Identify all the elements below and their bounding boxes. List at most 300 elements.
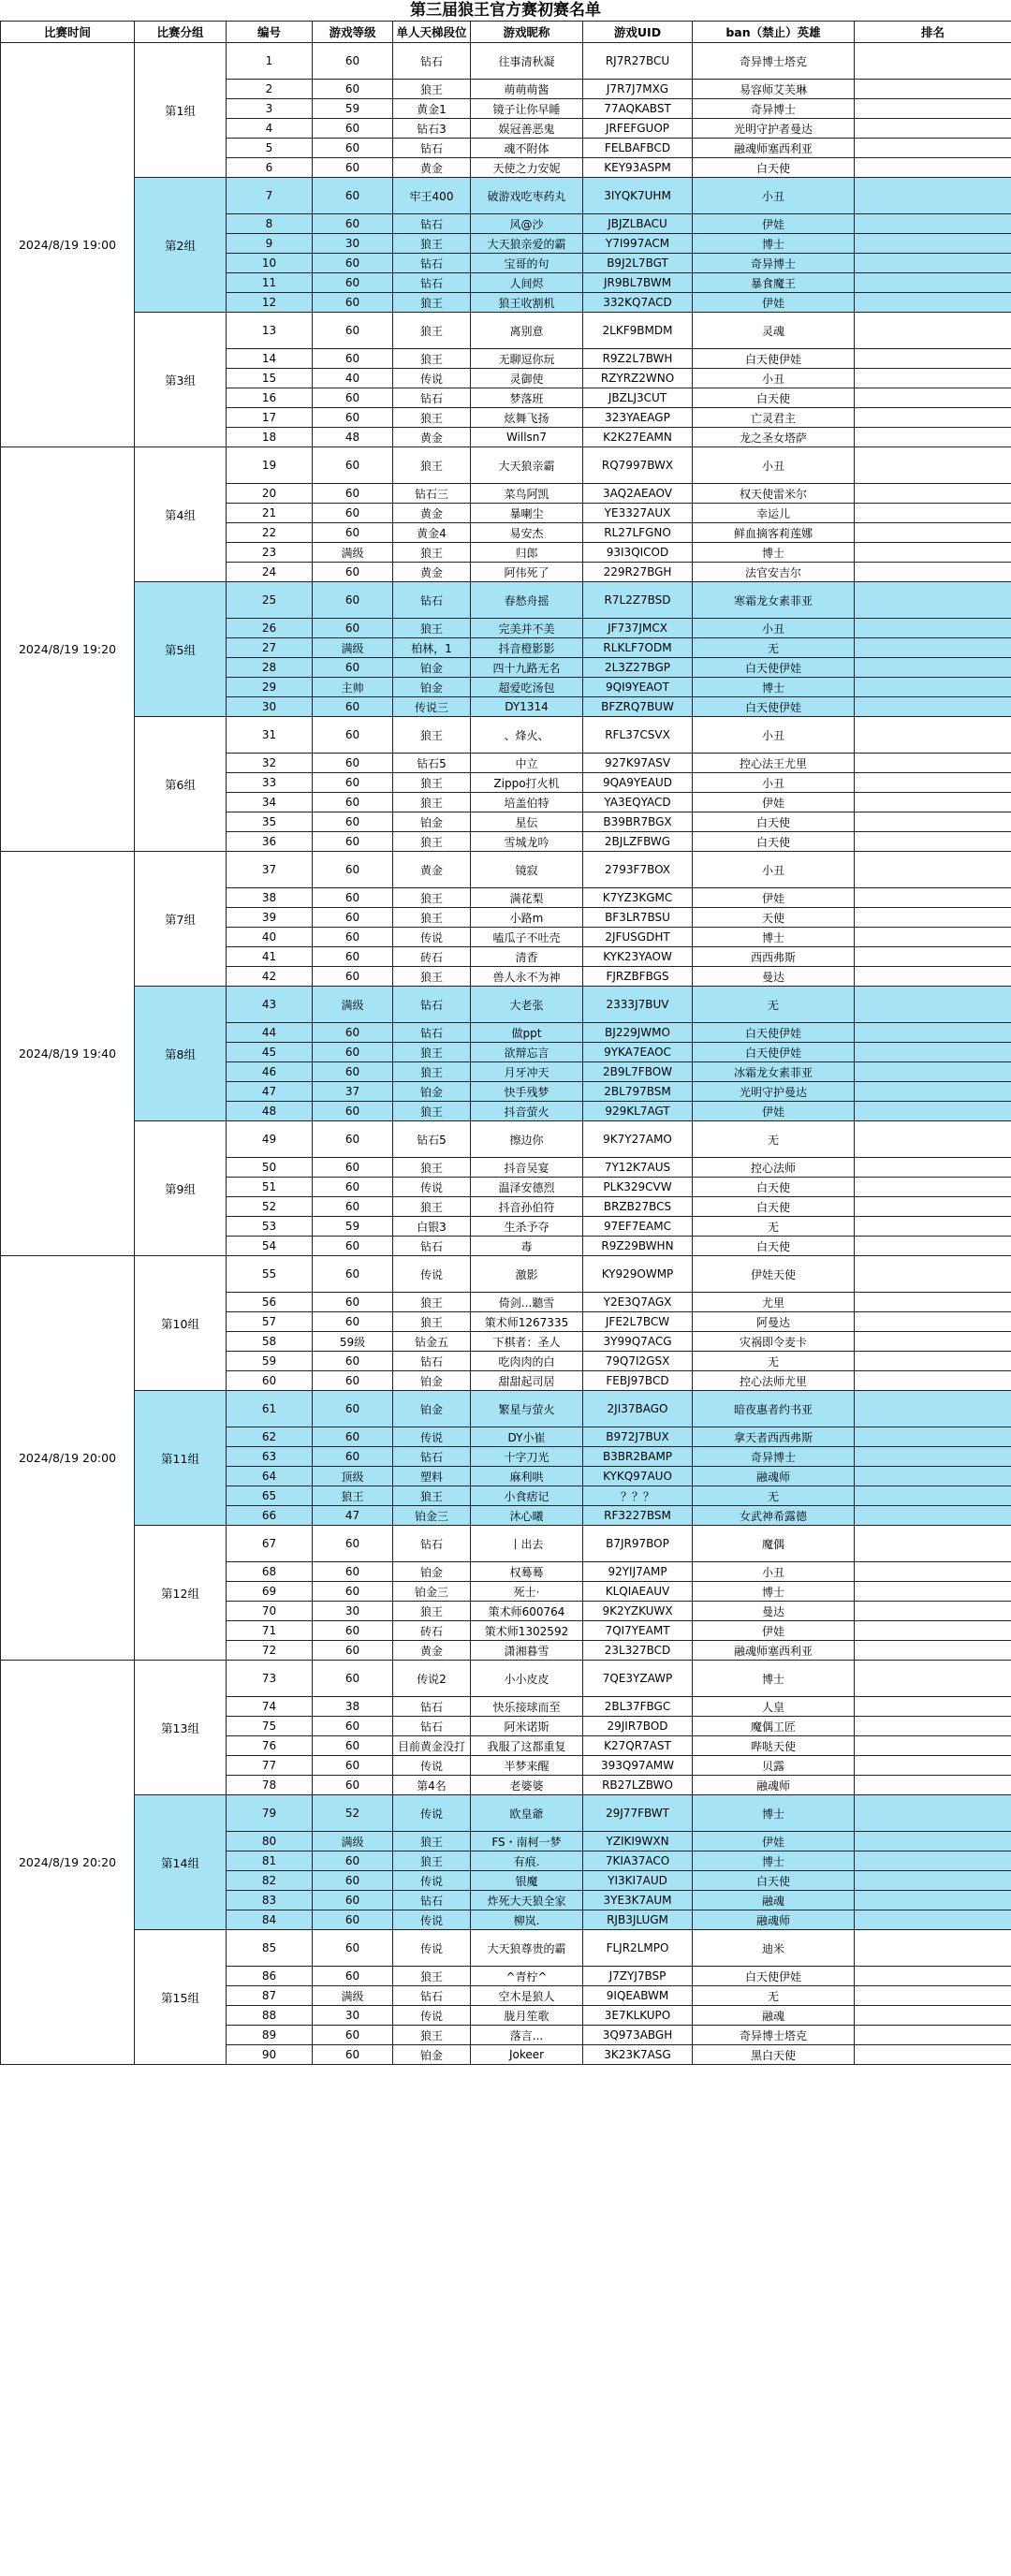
game-uid: 229R27BGH xyxy=(583,563,693,582)
banned-hero: 无 xyxy=(693,1217,855,1237)
game-uid: 9YKA7EAOC xyxy=(583,1043,693,1062)
ladder-tier: 狼王 xyxy=(393,2026,471,2045)
game-level: 60 xyxy=(313,1312,393,1332)
game-uid: BF3LR7BSU xyxy=(583,908,693,928)
ranking xyxy=(855,1312,1011,1332)
ranking xyxy=(855,1891,1011,1910)
ladder-tier: 铂金 xyxy=(393,678,471,697)
game-level: 60 xyxy=(313,1391,393,1427)
game-level: 60 xyxy=(313,254,393,273)
ladder-tier: 狼王 xyxy=(393,619,471,638)
game-level: 30 xyxy=(313,234,393,254)
game-uid: KEY93ASPM xyxy=(583,158,693,178)
nickname: DY1314 xyxy=(471,697,583,717)
ladder-tier: 钻石 xyxy=(393,254,471,273)
match-group: 第4组 xyxy=(135,447,227,582)
game-uid: 9QA9YEAUD xyxy=(583,773,693,793)
ladder-tier: 钻石 xyxy=(393,1697,471,1717)
ladder-tier: 狼王 xyxy=(393,1602,471,1621)
player-number: 37 xyxy=(227,852,313,888)
nickname: 我服了这都重复 xyxy=(471,1736,583,1756)
ladder-tier: 铂金三 xyxy=(393,1506,471,1526)
player-number: 80 xyxy=(227,1832,313,1852)
ladder-tier: 狼王 xyxy=(393,773,471,793)
game-level: 60 xyxy=(313,484,393,504)
game-level: 60 xyxy=(313,408,393,428)
ladder-tier: 狼王 xyxy=(393,888,471,908)
banned-hero: 融魂 xyxy=(693,2006,855,2026)
game-level: 59级 xyxy=(313,1332,393,1352)
ladder-tier: 钻石 xyxy=(393,1717,471,1736)
ranking xyxy=(855,1661,1011,1697)
ladder-tier: 柏林，1 xyxy=(393,638,471,658)
player-number: 29 xyxy=(227,678,313,697)
nickname: 麻利哄 xyxy=(471,1467,583,1486)
player-number: 6 xyxy=(227,158,313,178)
player-number: 4 xyxy=(227,119,313,139)
game-uid: RFL37CSVX xyxy=(583,717,693,754)
game-level: 60 xyxy=(313,1891,393,1910)
player-number: 22 xyxy=(227,523,313,543)
game-uid: BRZB27BCS xyxy=(583,1197,693,1217)
banned-hero: 法官安吉尔 xyxy=(693,563,855,582)
ladder-tier: 铂金 xyxy=(393,812,471,832)
ranking xyxy=(855,793,1011,812)
nickname: 小路m xyxy=(471,908,583,928)
player-number: 34 xyxy=(227,793,313,812)
game-level: 60 xyxy=(313,119,393,139)
banned-hero: 冰霜龙女素菲亚 xyxy=(693,1062,855,1082)
banned-hero: 迪米 xyxy=(693,1930,855,1967)
player-number: 52 xyxy=(227,1197,313,1217)
banned-hero: 亡灵君主 xyxy=(693,408,855,428)
ladder-tier: 狼王 xyxy=(393,408,471,428)
match-group: 第7组 xyxy=(135,852,227,987)
ranking xyxy=(855,852,1011,888)
game-level: 38 xyxy=(313,1697,393,1717)
banned-hero: 博士 xyxy=(693,678,855,697)
nickname: 抖音吴宴 xyxy=(471,1158,583,1178)
ranking xyxy=(855,80,1011,99)
game-level: 60 xyxy=(313,812,393,832)
banned-hero: 奇异博士塔克 xyxy=(693,2026,855,2045)
game-uid: 929KL7AGT xyxy=(583,1102,693,1121)
ranking xyxy=(855,254,1011,273)
player-number: 26 xyxy=(227,619,313,638)
ranking xyxy=(855,1967,1011,1986)
ranking xyxy=(855,1736,1011,1756)
banned-hero: 小丑 xyxy=(693,369,855,388)
ranking xyxy=(855,908,1011,928)
player-number: 7 xyxy=(227,178,313,214)
ladder-tier: 钻石3 xyxy=(393,119,471,139)
banned-hero: 人皇 xyxy=(693,1697,855,1717)
game-uid: 3AQ2AEAOV xyxy=(583,484,693,504)
ranking xyxy=(855,1102,1011,1121)
player-number: 71 xyxy=(227,1621,313,1641)
player-number: 24 xyxy=(227,563,313,582)
table-row xyxy=(1,313,1011,349)
banned-hero: 白天使伊娃 xyxy=(693,349,855,369)
ladder-tier: 传说 xyxy=(393,1871,471,1891)
ladder-tier: 牢王400 xyxy=(393,178,471,214)
match-group: 第1组 xyxy=(135,43,227,178)
player-number: 54 xyxy=(227,1237,313,1256)
banned-hero: 小丑 xyxy=(693,717,855,754)
player-number: 46 xyxy=(227,1062,313,1082)
match-group: 第13组 xyxy=(135,1661,227,1795)
nickname: FS・南柯一梦 xyxy=(471,1832,583,1852)
player-number: 90 xyxy=(227,2045,313,2065)
game-level: 47 xyxy=(313,1506,393,1526)
banned-hero: 灵魂 xyxy=(693,313,855,349)
nickname: 权蓦蓦 xyxy=(471,1562,583,1582)
ladder-tier: 目前黄金没打 xyxy=(393,1736,471,1756)
game-uid: 97EF7EAMC xyxy=(583,1217,693,1237)
match-group: 第3组 xyxy=(135,313,227,447)
game-uid: FLJR2LMPO xyxy=(583,1930,693,1967)
table-row xyxy=(1,1526,1011,1562)
ladder-tier: 狼王 xyxy=(393,1197,471,1217)
ranking xyxy=(855,178,1011,214)
ladder-tier: 狼王 xyxy=(393,1312,471,1332)
table-row xyxy=(1,717,1011,754)
nickname: 胧月笙歌 xyxy=(471,2006,583,2026)
game-uid: 2JI37BAGO xyxy=(583,1391,693,1427)
game-uid: KYK23YAOW xyxy=(583,947,693,967)
player-number: 14 xyxy=(227,349,313,369)
game-level: 52 xyxy=(313,1795,393,1832)
ranking xyxy=(855,1641,1011,1661)
game-uid: 3K23K7ASG xyxy=(583,2045,693,2065)
banned-hero: 白天使伊娃 xyxy=(693,658,855,678)
banned-hero: 控心法王尤里 xyxy=(693,754,855,773)
ranking xyxy=(855,1427,1011,1447)
ranking xyxy=(855,234,1011,254)
roster-table xyxy=(0,21,1011,2065)
banned-hero: 博士 xyxy=(693,1795,855,1832)
player-number: 23 xyxy=(227,543,313,563)
game-uid: 77AQKABST xyxy=(583,99,693,119)
game-level: 60 xyxy=(313,563,393,582)
banned-hero: 白天使 xyxy=(693,158,855,178)
header-uid: 游戏UID xyxy=(583,22,693,43)
nickname: 倚剑...聽雪 xyxy=(471,1293,583,1312)
banned-hero: 融魂师塞西利亚 xyxy=(693,1641,855,1661)
player-number: 43 xyxy=(227,987,313,1023)
banned-hero: 控心法师尤里 xyxy=(693,1371,855,1391)
player-number: 28 xyxy=(227,658,313,678)
nickname: 毒 xyxy=(471,1237,583,1256)
ladder-tier: 狼王 xyxy=(393,1486,471,1506)
game-level: 60 xyxy=(313,1717,393,1736)
banned-hero: 贝露 xyxy=(693,1756,855,1776)
player-number: 74 xyxy=(227,1697,313,1717)
nickname: DY小崔 xyxy=(471,1427,583,1447)
game-level: 60 xyxy=(313,2026,393,2045)
game-level: 60 xyxy=(313,1910,393,1930)
ladder-tier: 钻石5 xyxy=(393,1121,471,1158)
nickname: 人间烬 xyxy=(471,273,583,293)
game-level: 60 xyxy=(313,1237,393,1256)
game-level: 狼王 xyxy=(313,1486,393,1506)
game-uid: RLKLF7ODM xyxy=(583,638,693,658)
banned-hero: 魔偶 xyxy=(693,1526,855,1562)
ranking xyxy=(855,388,1011,408)
ladder-tier: 狼王 xyxy=(393,967,471,987)
ranking xyxy=(855,2045,1011,2065)
banned-hero: 小丑 xyxy=(693,178,855,214)
game-level: 48 xyxy=(313,428,393,447)
player-number: 73 xyxy=(227,1661,313,1697)
nickname: 柳岚. xyxy=(471,1910,583,1930)
nickname: 大天狼亲霸 xyxy=(471,447,583,484)
nickname: 往事清秋凝 xyxy=(471,43,583,80)
nickname: 炫舞飞扬 xyxy=(471,408,583,428)
player-number: 19 xyxy=(227,447,313,484)
player-number: 36 xyxy=(227,832,313,852)
header-time: 比赛时间 xyxy=(1,22,135,43)
player-number: 78 xyxy=(227,1776,313,1795)
banned-hero: 灾祸即令麦卡 xyxy=(693,1332,855,1352)
table-row xyxy=(1,987,1011,1023)
player-number: 75 xyxy=(227,1717,313,1736)
match-group: 第6组 xyxy=(135,717,227,852)
player-number: 48 xyxy=(227,1102,313,1121)
ladder-tier: 钻石 xyxy=(393,1526,471,1562)
banned-hero: 幸运儿 xyxy=(693,504,855,523)
game-uid: B9J2L7BGT xyxy=(583,254,693,273)
game-level: 60 xyxy=(313,967,393,987)
game-uid: R7L2Z7BSD xyxy=(583,582,693,619)
ladder-tier: 钻石 xyxy=(393,1237,471,1256)
ladder-tier: 铂金 xyxy=(393,1371,471,1391)
player-number: 3 xyxy=(227,99,313,119)
ranking xyxy=(855,1197,1011,1217)
banned-hero: 白天使 xyxy=(693,812,855,832)
game-level: 60 xyxy=(313,773,393,793)
nickname: 菜鸟阿凯 xyxy=(471,484,583,504)
ranking xyxy=(855,754,1011,773)
game-level: 60 xyxy=(313,1526,393,1562)
game-uid: RJB3JLUGM xyxy=(583,1910,693,1930)
player-number: 64 xyxy=(227,1467,313,1486)
banned-hero: 无 xyxy=(693,1352,855,1371)
ladder-tier: 铂金三 xyxy=(393,1582,471,1602)
game-uid: 29J77FBWT xyxy=(583,1795,693,1832)
ranking xyxy=(855,1602,1011,1621)
player-number: 59 xyxy=(227,1352,313,1371)
ladder-tier: 黄金 xyxy=(393,563,471,582)
player-number: 25 xyxy=(227,582,313,619)
ranking xyxy=(855,1178,1011,1197)
banned-hero: 无 xyxy=(693,1986,855,2006)
player-number: 11 xyxy=(227,273,313,293)
player-number: 45 xyxy=(227,1043,313,1062)
game-uid: K2K27EAMN xyxy=(583,428,693,447)
nickname: 超爱吃汤包 xyxy=(471,678,583,697)
game-uid: 2333J7BUV xyxy=(583,987,693,1023)
player-number: 33 xyxy=(227,773,313,793)
table-row xyxy=(1,582,1011,619)
ladder-tier: 黄金 xyxy=(393,428,471,447)
ranking xyxy=(855,658,1011,678)
game-level: 满级 xyxy=(313,987,393,1023)
nickname: 繁星与萤火 xyxy=(471,1391,583,1427)
nickname: 温泽安德烈 xyxy=(471,1178,583,1197)
game-level: 60 xyxy=(313,273,393,293)
game-level: 60 xyxy=(313,1776,393,1795)
ranking xyxy=(855,947,1011,967)
nickname: 狼王收割机 xyxy=(471,293,583,313)
player-number: 63 xyxy=(227,1447,313,1467)
ranking xyxy=(855,1795,1011,1832)
banned-hero: 白天使 xyxy=(693,1197,855,1217)
game-level: 60 xyxy=(313,1293,393,1312)
game-uid: B972J7BUX xyxy=(583,1427,693,1447)
ladder-tier: 狼王 xyxy=(393,717,471,754)
nickname: 灵御使 xyxy=(471,369,583,388)
player-number: 56 xyxy=(227,1293,313,1312)
player-number: 58 xyxy=(227,1332,313,1352)
match-group: 第9组 xyxy=(135,1121,227,1256)
game-uid: BFZRQ7BUW xyxy=(583,697,693,717)
ranking xyxy=(855,119,1011,139)
game-level: 60 xyxy=(313,1447,393,1467)
nickname: 策术师1302592 xyxy=(471,1621,583,1641)
nickname: 归郎 xyxy=(471,543,583,563)
nickname: 欲辩忘言 xyxy=(471,1043,583,1062)
banned-hero: 白天使 xyxy=(693,1178,855,1197)
ladder-tier: 钻石 xyxy=(393,1986,471,2006)
ladder-tier: 铂金 xyxy=(393,2045,471,2065)
ladder-tier: 狼王 xyxy=(393,832,471,852)
ranking xyxy=(855,1697,1011,1717)
ranking xyxy=(855,293,1011,313)
nickname: 中立 xyxy=(471,754,583,773)
game-uid: JF737JMCX xyxy=(583,619,693,638)
game-level: 60 xyxy=(313,1158,393,1178)
game-level: 60 xyxy=(313,717,393,754)
game-level: 60 xyxy=(313,754,393,773)
match-group: 第11组 xyxy=(135,1391,227,1526)
nickname: 暴喇尘 xyxy=(471,504,583,523)
game-level: 59 xyxy=(313,99,393,119)
ranking xyxy=(855,1930,1011,1967)
ranking xyxy=(855,543,1011,563)
ladder-tier: 铂金 xyxy=(393,658,471,678)
game-level: 59 xyxy=(313,1217,393,1237)
banned-hero: 无 xyxy=(693,1486,855,1506)
player-number: 68 xyxy=(227,1562,313,1582)
game-level: 60 xyxy=(313,1121,393,1158)
nickname: 大老张 xyxy=(471,987,583,1023)
ladder-tier: 传说 xyxy=(393,1756,471,1776)
game-uid: FELBAFBCD xyxy=(583,139,693,158)
ladder-tier: 黄金4 xyxy=(393,523,471,543)
game-uid: 23L327BCD xyxy=(583,1641,693,1661)
match-time: 2024/8/19 19:40 xyxy=(1,852,135,1256)
game-level: 60 xyxy=(313,1371,393,1391)
player-number: 49 xyxy=(227,1121,313,1158)
nickname: 小食痞记 xyxy=(471,1486,583,1506)
nickname: 空木是狼人 xyxy=(471,1986,583,2006)
nickname: 激影 xyxy=(471,1256,583,1293)
ranking xyxy=(855,1237,1011,1256)
ladder-tier: 传说三 xyxy=(393,697,471,717)
banned-hero: 魔偶工匠 xyxy=(693,1717,855,1736)
nickname: 梦落班 xyxy=(471,388,583,408)
game-uid: 2JFUSGDHT xyxy=(583,928,693,947)
ranking xyxy=(855,1832,1011,1852)
ladder-tier: 第4名 xyxy=(393,1776,471,1795)
header-row xyxy=(1,22,1011,43)
nickname: 炸死大天狼全家 xyxy=(471,1891,583,1910)
player-number: 83 xyxy=(227,1891,313,1910)
ladder-tier: 白银3 xyxy=(393,1217,471,1237)
ladder-tier: 黄金 xyxy=(393,1641,471,1661)
game-level: 60 xyxy=(313,504,393,523)
nickname: 春愁舟摇 xyxy=(471,582,583,619)
ranking xyxy=(855,1986,1011,2006)
game-uid: 9K2YZKUWX xyxy=(583,1602,693,1621)
player-number: 87 xyxy=(227,1986,313,2006)
ranking xyxy=(855,1910,1011,1930)
player-number: 70 xyxy=(227,1602,313,1621)
ladder-tier: 狼王 xyxy=(393,1102,471,1121)
ranking xyxy=(855,582,1011,619)
banned-hero: 龙之圣女塔萨 xyxy=(693,428,855,447)
game-uid: FJRZBFBGS xyxy=(583,967,693,987)
player-number: 20 xyxy=(227,484,313,504)
ranking xyxy=(855,1121,1011,1158)
header-number: 编号 xyxy=(227,22,313,43)
match-group: 第8组 xyxy=(135,987,227,1121)
game-level: 60 xyxy=(313,158,393,178)
nickname: Jokeer xyxy=(471,2045,583,2065)
game-level: 60 xyxy=(313,214,393,234)
banned-hero: 融魂师 xyxy=(693,1910,855,1930)
player-number: 82 xyxy=(227,1871,313,1891)
banned-hero: 白天使伊娃 xyxy=(693,1043,855,1062)
game-uid: 2L3Z27BGP xyxy=(583,658,693,678)
ladder-tier: 狼王 xyxy=(393,543,471,563)
ranking xyxy=(855,888,1011,908)
player-number: 42 xyxy=(227,967,313,987)
game-uid: 7QE3YZAWP xyxy=(583,1661,693,1697)
ranking xyxy=(855,832,1011,852)
game-uid: JR9BL7BWM xyxy=(583,273,693,293)
ranking xyxy=(855,619,1011,638)
game-uid: 7Y12K7AUS xyxy=(583,1158,693,1178)
game-level: 60 xyxy=(313,908,393,928)
player-number: 81 xyxy=(227,1852,313,1871)
banned-hero: 白天使 xyxy=(693,1237,855,1256)
player-number: 10 xyxy=(227,254,313,273)
game-level: 60 xyxy=(313,1641,393,1661)
game-uid: 2793F7BOX xyxy=(583,852,693,888)
nickname: 镜子让你早睡 xyxy=(471,99,583,119)
ranking xyxy=(855,1776,1011,1795)
ranking xyxy=(855,313,1011,349)
player-number: 69 xyxy=(227,1582,313,1602)
ladder-tier: 黄金 xyxy=(393,504,471,523)
game-uid: J7ZYJ7BSP xyxy=(583,1967,693,1986)
game-level: 60 xyxy=(313,1967,393,1986)
game-level: 30 xyxy=(313,1602,393,1621)
nickname: 破游戏吃枣药丸 xyxy=(471,178,583,214)
ranking xyxy=(855,812,1011,832)
